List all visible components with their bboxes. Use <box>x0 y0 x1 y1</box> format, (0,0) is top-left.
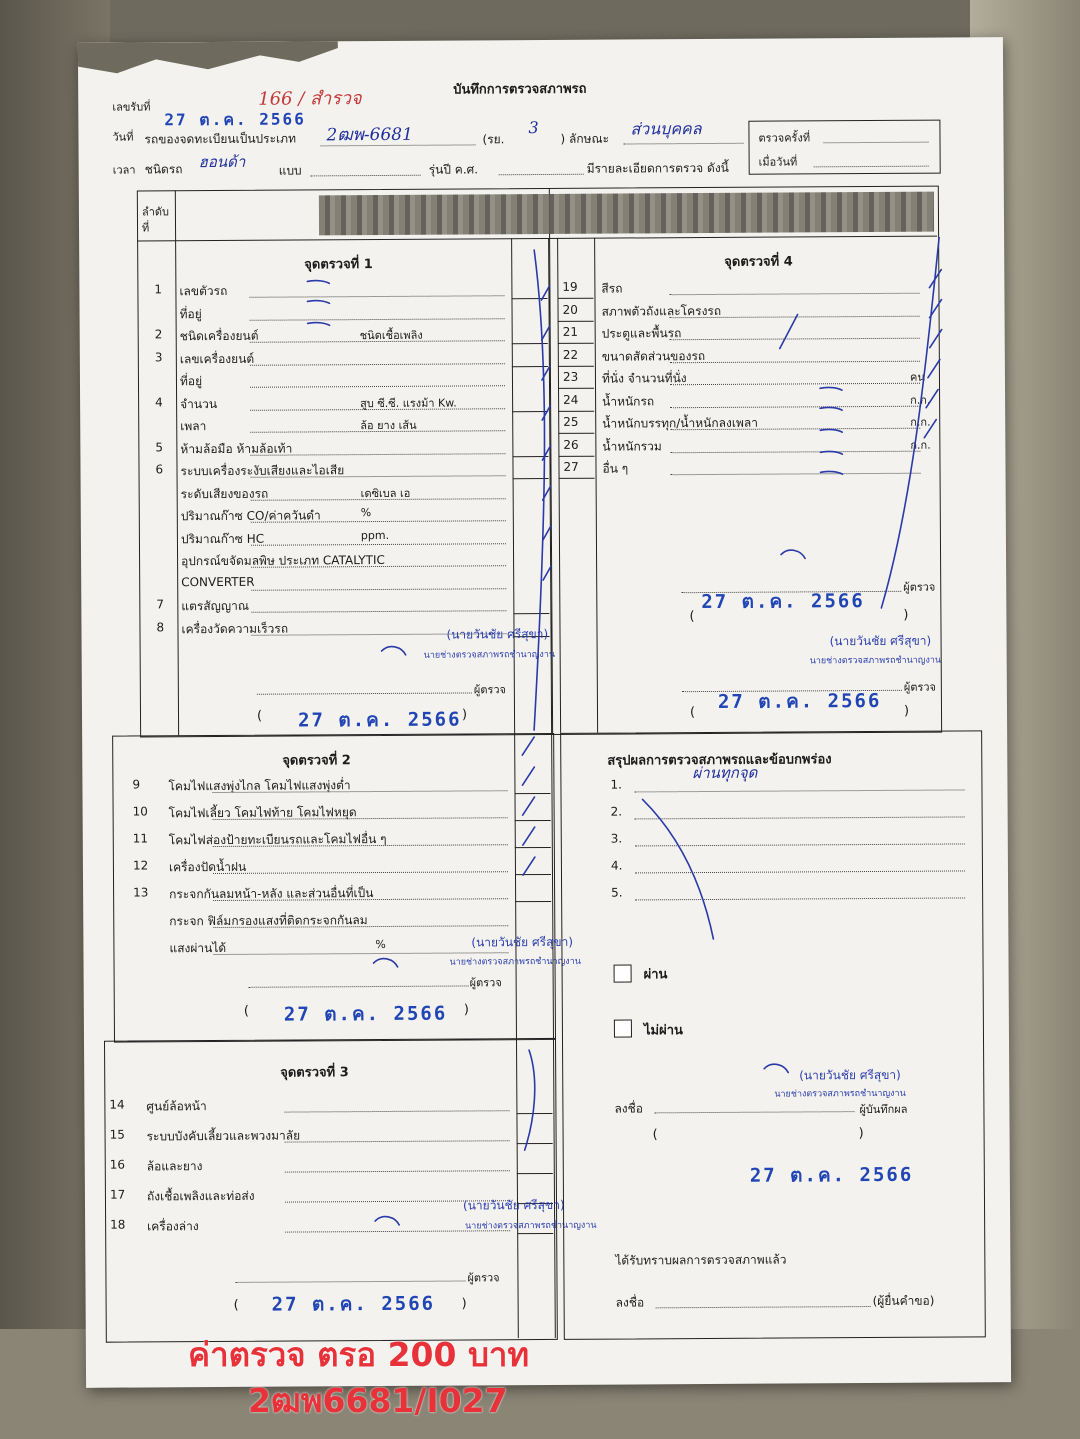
summary-title: สรุปผลการตรวจสภาพรถและข้อบกพร่อง <box>607 752 832 769</box>
section4-inspector-label-2: ผู้ตรวจ <box>903 680 937 694</box>
model-label: แบบ <box>278 163 302 178</box>
receive-no-value: 166 / สำรวจ <box>258 88 362 110</box>
summary-item-number: 1. <box>610 777 622 792</box>
order-col-label: ลำดับ ที่ <box>141 205 170 235</box>
row-number: 24 <box>563 392 579 407</box>
section2-date-stamp: 27 ต.ค. 2566 <box>283 1002 448 1026</box>
row-extra: ล้อ ยาง เส้น <box>360 418 417 433</box>
row-label: โคมไฟแสงพุ่งไกล โคมไฟแสงพุ่งต่ำ <box>168 778 351 794</box>
row-number: 11 <box>132 831 149 846</box>
row-number: 9 <box>132 777 141 792</box>
row-extra: คน <box>909 370 925 384</box>
row-extra: ก.ก. <box>910 393 931 407</box>
section4-date-stamp-1: 27 ต.ค. 2566 <box>701 590 865 614</box>
row-label: ปริมาณก๊าซ CO/ค่าควันดำ <box>180 508 321 524</box>
sec3-paren-open: ( <box>233 1297 239 1313</box>
sec4-stamp-title: นายช่างตรวจสภาพรถชำนาญงาน <box>809 655 942 667</box>
row-label: เพลา <box>180 419 207 434</box>
inspect-date-label: เมื่อวันที่ <box>758 155 798 169</box>
section4-title: จุดตรวจที่ 4 <box>724 254 793 270</box>
row-label: อื่น ๆ <box>602 461 629 476</box>
row-extra: % <box>360 506 372 520</box>
summary-stamp-title: นายช่างตรวจสภาพรถชำนาญงาน <box>774 1088 906 1100</box>
sec4-paren-open: ( <box>689 609 695 625</box>
char-label: ) ลักษณะ <box>560 131 610 146</box>
row-label: ถังเชื้อเพลิงและท่อส่ง <box>146 1188 255 1204</box>
sec3-paren-close: ) <box>461 1296 467 1312</box>
date-label: วันที่ <box>112 130 134 144</box>
sec1-paren-close: ) <box>461 707 468 723</box>
row-number: 19 <box>562 279 578 294</box>
row-number: 25 <box>563 414 579 429</box>
row-extra: สูบ ซี.ซี. แรงม้า Kw. <box>360 396 457 410</box>
applicant-label: (ผู้ยื่นคำขอ) <box>872 1293 935 1309</box>
row-label: น้ำหนักรถ <box>602 393 655 409</box>
row-number: 23 <box>562 369 579 384</box>
row-label: กระจก ฟิล์มกรองแสงที่ติดกระจกกันลม <box>169 913 368 929</box>
row-label: โคมไฟเลี้ยว โคมไฟท้าย โคมไฟหยุด <box>168 805 357 821</box>
row-label: ที่อยู่ <box>179 374 203 389</box>
sec1-paren-open: ( <box>256 708 263 724</box>
row-label: ปริมาณก๊าซ HC <box>180 531 265 546</box>
inspection-form-paper <box>78 37 1011 1388</box>
inspect-no-label: ตรวจครั้งที่ <box>758 131 811 145</box>
summary-date-stamp: 27 ต.ค. 2566 <box>749 1163 914 1187</box>
row-label: ล้อและยาง <box>146 1159 203 1174</box>
section3-inspector-label: ผู้ตรวจ <box>467 1271 500 1285</box>
row-label: CONVERTER <box>181 574 255 589</box>
row-label: แสงผ่านได้ <box>169 940 227 956</box>
vehicle-reg-value: 2ฒพ-6681 <box>326 124 413 146</box>
sign-paren-open: ( <box>652 1127 658 1143</box>
row-number: 20 <box>562 302 578 317</box>
row-number: 1 <box>154 282 163 297</box>
summary-item1-hand: ผ่านทุกจุด <box>692 763 758 783</box>
section1-inspector-label: ผู้ตรวจ <box>473 683 507 697</box>
row-label: เครื่องล่าง <box>147 1219 199 1234</box>
section4-inspector-label: ผู้ตรวจ <box>903 580 936 594</box>
section3-title: จุดตรวจที่ 3 <box>280 1065 349 1081</box>
row-label: น้ำหนักบรรทุก/น้ำหนักลงเพลา <box>602 415 758 431</box>
sec4-paren-close-2: ) <box>903 703 910 719</box>
sec3-stamp-title: นายช่างตรวจสภาพรถชำนาญงาน <box>465 1220 597 1232</box>
sign-label: ลงชื่อ <box>614 1101 644 1116</box>
summary-item-number: 2. <box>610 804 623 819</box>
receive-no-label: เลขรับที่ <box>112 100 151 114</box>
sec4-paren-open-2: ( <box>689 705 696 721</box>
section1-title: จุดตรวจที่ 1 <box>304 257 373 273</box>
section1-date-stamp: 27 ต.ค. 2566 <box>297 708 462 732</box>
row-label: จำนวน <box>180 396 218 411</box>
row-label: โคมไฟส่องป้ายทะเบียนรถและโคมไฟอื่น ๆ <box>168 831 387 848</box>
row-extra: ppm. <box>360 528 390 542</box>
row-number: 2 <box>154 327 163 342</box>
row-number: 26 <box>563 437 579 452</box>
row-number: 16 <box>109 1157 126 1172</box>
row-number: 14 <box>109 1097 125 1112</box>
ack-label: ได้รับทราบผลการตรวจสภาพแล้ว <box>615 1252 787 1268</box>
sec2-stamp-title: นายช่างตรวจสภาพรถชำนาญงาน <box>449 956 581 968</box>
row-extra: เดซิเบล เอ <box>360 486 411 500</box>
type-value: ฮอนด้า <box>198 152 246 172</box>
type-label: ชนิดรถ <box>144 162 183 177</box>
row-number: 5 <box>155 439 164 454</box>
row-label: ระดับเสียงของรถ <box>180 486 269 501</box>
row-label: ขนาดสัดส่วนของรถ <box>601 348 706 364</box>
sign-role: ผู้บันทึกผล <box>859 1102 908 1117</box>
row-number: 4 <box>155 394 163 409</box>
form-title: บันทึกการตรวจสภาพรถ <box>453 81 587 98</box>
row-number: 21 <box>562 324 578 339</box>
section4-date-stamp-2: 27 ต.ค. 2566 <box>717 689 882 713</box>
summary-item-number: 3. <box>610 831 623 846</box>
row-label: ระบบเครื่องระงับเสียงและไอเสีย <box>180 463 345 479</box>
row-number: 27 <box>563 459 579 474</box>
row-label: สภาพตัวถังและโครงรถ <box>601 303 722 319</box>
time-label: เวลา <box>112 163 136 177</box>
row-number: 13 <box>133 885 149 900</box>
row-label: กระจกกันลมหน้า-หลัง และส่วนอื่นที่เป็น <box>169 886 374 902</box>
row-number: 6 <box>155 462 164 477</box>
pass-label: ผ่าน <box>643 967 668 983</box>
row-label: สีรถ <box>601 281 623 296</box>
vehicle-reg-label: รถของจดทะเบียนเป็นประเภท <box>144 131 297 147</box>
row-label: ประตูและพื้นรถ <box>601 326 682 341</box>
row-number: 22 <box>562 347 579 362</box>
section2-title: จุดตรวจที่ 2 <box>282 753 351 769</box>
row-number: 12 <box>132 858 149 873</box>
sec1-stamp-title: นายช่างตรวจสภาพรถชำนาญงาน <box>423 649 556 661</box>
sec2-paren-close: ) <box>463 1002 469 1018</box>
rys-label: (รย. <box>482 132 505 147</box>
char-value: ส่วนบุคคล <box>630 119 702 139</box>
fee-overlay-text: ค่าตรวจ ตรอ 200 บาท <box>188 1335 530 1374</box>
sign-paren-close: ) <box>858 1126 864 1142</box>
sec4-stamp-name: (นายวันชัย ศรีสุขา) <box>829 633 932 649</box>
row-label: เลขเครื่องยนต์ <box>179 351 255 366</box>
row-number: 17 <box>109 1187 126 1202</box>
section3-date-stamp: 27 ต.ค. 2566 <box>271 1292 436 1316</box>
details-label: มีรายละเอียดการตรวจ ดังนี้ <box>586 160 729 176</box>
sec2-paren-open: ( <box>243 1003 249 1019</box>
row-label: ระบบบังคับเลี้ยวและพวงมาลัย <box>146 1128 301 1144</box>
row-label: ศูนย์ล้อหน้า <box>146 1099 207 1114</box>
row-label: น้ำหนักรวม <box>602 438 662 454</box>
fail-label: ไม่ผ่าน <box>643 1023 683 1039</box>
header-date-stamp: 27 ต.ค. 2566 <box>164 109 306 130</box>
rys-value: 3 <box>528 118 539 138</box>
pen-marks <box>78 37 1011 1388</box>
summary-stamp-name: (นายวันชัย ศรีสุขา) <box>799 1067 901 1083</box>
applicant-sign-label: ลงชื่อ <box>615 1295 645 1310</box>
year-label: รุ่นปี ค.ศ. <box>428 162 479 177</box>
section2-inspector-label: ผู้ตรวจ <box>469 976 502 990</box>
row-label: เลขตัวรถ <box>179 283 228 299</box>
row-number: 18 <box>110 1217 126 1232</box>
sec4-paren-close: ) <box>903 607 909 623</box>
row-number: 3 <box>154 349 163 364</box>
summary-item-number: 4. <box>610 858 623 873</box>
row-extra: % <box>375 937 386 952</box>
row-number: 7 <box>156 597 165 612</box>
row-label: ที่อยู่ <box>179 306 202 321</box>
sec3-stamp-name: (นายวันชัย ศรีสุขา) <box>462 1197 565 1213</box>
row-extra: ก.ก. <box>910 415 931 429</box>
row-extra: ก.ก. <box>910 438 931 452</box>
row-label: ที่นั่ง จำนวนที่นั่ง <box>601 371 687 386</box>
row-number: 15 <box>109 1127 125 1142</box>
row-label: ชนิดเครื่องยนต์ <box>179 328 259 344</box>
row-label: อุปกรณ์ขจัดมลพิษ ประเภท CATALYTIC <box>181 552 385 569</box>
row-label: ห้ามล้อมือ ห้ามล้อเท้า <box>180 441 293 456</box>
row-extra: ชนิดเชื้อเพลิง <box>359 328 423 343</box>
row-number: 8 <box>156 619 165 634</box>
sec1-stamp-name: (นายวันชัย ศรีสุขา) <box>446 626 549 642</box>
plate-overlay-text: 2ฒพ6681/I027 <box>248 1381 508 1420</box>
row-label: เครื่องวัดความเร็วรถ <box>181 621 289 636</box>
summary-item-number: 5. <box>611 885 623 900</box>
sec2-stamp-name: (นายวันชัย ศรีสุขา) <box>471 934 574 950</box>
row-number: 10 <box>132 804 148 819</box>
row-label: เครื่องปัดน้ำฝน <box>168 859 247 875</box>
row-label: แตรสัญญาณ <box>181 598 250 614</box>
